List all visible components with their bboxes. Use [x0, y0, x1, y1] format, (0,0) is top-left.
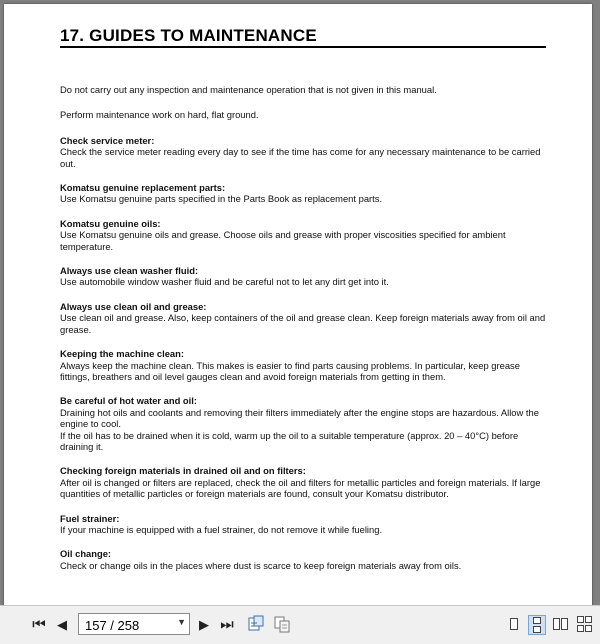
section-genuine-oils — [60, 218, 550, 252]
section-heading: Komatsu genuine replacement parts: — [60, 182, 226, 194]
page-title: 17. GUIDES TO MAINTENANCE — [60, 26, 317, 45]
viewer-toolbar — [0, 605, 600, 644]
title-rule — [60, 46, 546, 48]
section-machine-clean — [60, 348, 550, 382]
view-page-glyph — [533, 617, 541, 624]
view-page-glyph — [533, 626, 541, 633]
section-heading: Always use clean washer fluid: — [60, 265, 199, 277]
copy-pages-icon[interactable] — [272, 615, 292, 635]
single-page-view-icon[interactable] — [505, 615, 523, 635]
paragraph: Do not carry out any inspection and maintenance operation that is not given in this manual. — [60, 84, 437, 95]
section-text: Check the service meter reading every day to see if the time has come for any necessary maintenance to be carried out. — [60, 146, 541, 169]
section-heading: Checking foreign materials in drained oil and on filters: — [60, 465, 306, 477]
page-layout-icon-graphic — [247, 615, 265, 633]
two-page-continuous-view-icon[interactable] — [576, 615, 594, 635]
section-washer-fluid — [60, 265, 550, 288]
section-text: Use Komatsu genuine parts specified in the Parts Book as replacement parts. — [60, 193, 383, 205]
view-page-glyph — [577, 616, 584, 623]
section-heading: Keeping the machine clean: — [60, 348, 184, 360]
section-text: After oil is changed or filters are replaced, check the oil and filters for metallic particles and foreign materials. If large quantities of metallic particles or foreign materials are found, consult your Komatsu distributor. — [60, 476, 541, 500]
section-heading: Always use clean oil and grease: — [60, 300, 207, 312]
view-page-glyph — [553, 618, 560, 630]
next-page-icon[interactable]: ▶ — [199, 617, 209, 632]
section-text: Always keep the machine clean. This makes is easier to find parts causing problems. In particular, keep grease fittings, breathers and oil level gauges clean and avoid foreign materials from getting in them. — [60, 359, 520, 382]
two-page-view-icon[interactable] — [552, 615, 570, 635]
view-page-glyph — [585, 625, 592, 632]
continuous-view-icon[interactable] — [528, 615, 546, 635]
section-heading: Fuel strainer: — [60, 512, 120, 524]
section-text: If the oil has to be drained when it is cold, warm up the oil to a suitable temperature (approx. 20 – 40°C) before draining it. — [60, 429, 519, 452]
section-text: Use automobile window washer fluid and be careful not to let any dirt get into it. — [60, 276, 389, 288]
copy-pages-icon-graphic — [273, 615, 291, 633]
section-genuine-parts — [60, 182, 550, 205]
section-clean-oil-grease — [60, 301, 550, 335]
section-hot-water-oil — [60, 395, 550, 452]
section-check-service-meter — [60, 135, 550, 169]
view-page-glyph — [577, 625, 584, 632]
last-page-icon[interactable]: ⏭ — [220, 616, 234, 633]
section-heading: Check service meter: — [60, 134, 155, 146]
view-page-glyph — [561, 618, 568, 630]
section-text: Use clean oil and grease. Also, keep containers of the oil and grease clean. Keep foreign materials away from oil and grease. — [60, 312, 546, 335]
section-text: If your machine is equipped with a fuel strainer, do not remove it while fueling. — [60, 523, 383, 535]
view-page-glyph — [510, 618, 518, 630]
first-page-icon[interactable]: ⏮ — [32, 616, 46, 633]
chevron-down-icon[interactable]: ▼ — [177, 617, 186, 627]
paragraph: Perform maintenance work on hard, flat ground. — [60, 109, 259, 121]
section-fuel-strainer — [60, 513, 550, 536]
section-text: Draining hot oils and coolants and removing their filters immediately after the engine stops are hazardous. Allow the engine to cool. — [60, 406, 539, 430]
section-heading: Komatsu genuine oils: — [60, 217, 161, 229]
previous-page-icon[interactable]: ◀ — [57, 617, 67, 632]
section-heading: Be careful of hot water and oil: — [60, 395, 197, 407]
section-text: Use Komatsu genuine oils and grease. Choose oils and grease with proper viscosities specified for ambient temperature. — [60, 229, 506, 252]
section-heading: Oil change: — [60, 548, 112, 560]
view-page-glyph — [585, 616, 592, 623]
page-number-select[interactable] — [78, 613, 190, 635]
section-oil-change — [60, 548, 550, 571]
page-layout-icon[interactable] — [246, 615, 266, 635]
page-number-input[interactable] — [83, 615, 179, 635]
section-foreign-materials — [60, 465, 550, 499]
page-body — [60, 84, 550, 584]
section-text: Check or change oils in the places where dust is scarce to keep foreign materials away from oils. — [60, 559, 462, 571]
document-page — [4, 4, 592, 605]
